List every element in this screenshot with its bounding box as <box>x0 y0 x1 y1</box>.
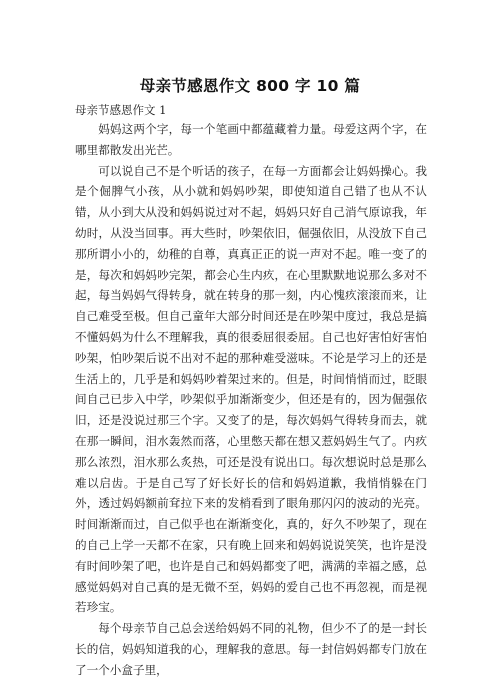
essay-body <box>75 119 427 681</box>
paragraph: 可以说自己不是个听话的孩子，在每一方面都会让妈妈操心。我是个倔脾气小孩，从小就和妈妈吵架，即使知道自己错了也从不认错，从小到大从没和妈妈说过对不起，妈妈只好自己消气原谅我，年幼时，从没当回事。再大些时，吵架依旧，倔强依旧，从没放下自己那所谓小小的，幼稚的自尊，真真正正的说一声对不起。唯一变了的是，每次和妈妈吵完架，都会心生内疚，在心里默默地说那么多对不起，每当妈妈气得转身，就在转身的那一刻，内心愧疚滚滚而来，让自己难受至极。但自己童年大部分时间还是在吵架中度过，我总是搞不懂妈妈为什么不理解我，真的很委屈很委屈。自己也好害怕好害怕吵架，怕吵架后说不出对不起的那种难受滋味。不论是学习上的还是生活上的，几乎是和妈妈吵着架过来的。但是，时间悄悄而过，眨眼间自己已步入中学，吵架似乎加渐渐变少，但还是有的，因为倔强依旧，还是没说过那三个字。又变了的是，每次妈妈气得转身而去，就在那一瞬间，泪水轰然而落，心里憋天都在想又惹妈妈生气了。内疚那么浓烈，泪水那么炙热，可还是没有说出口。每次想说时总是那么难以启齿。于是自己写了好长好长的信和妈妈道歉，我悄悄躲在门外，透过妈妈额前耷拉下来的发梢看到了眼角那闪闪的波动的光亮。时间渐渐而过，自己似乎也在渐渐变化，真的，好久不吵架了，现在的自己上学一天都不在家，只有晚上回来和妈妈说说笑笑，也许是没有时间吵架了吧，也许是自己和妈妈都变了吧，满满的幸福之感，总感觉妈妈对自己真的是无微不至，妈妈的爱自己也不再忽视，而是视若珍宝。 <box>75 163 427 615</box>
document-title: 母亲节感恩作文 800 字 10 篇 <box>139 77 361 95</box>
paragraph: 妈妈这两个字，每一个笔画中都蕴藏着力量。母爱这两个字，在哪里都散发出光芒。 <box>75 122 427 157</box>
paragraph: 每个母亲节自己总会送给妈妈不同的礼物，但少不了的是一封长长的信，妈妈知道我的心，理解我的意思。每一封信妈妈都专门放在了一个小盒子里， <box>75 621 427 677</box>
essay-subheading: 母亲节感恩作文 1 <box>75 103 167 117</box>
